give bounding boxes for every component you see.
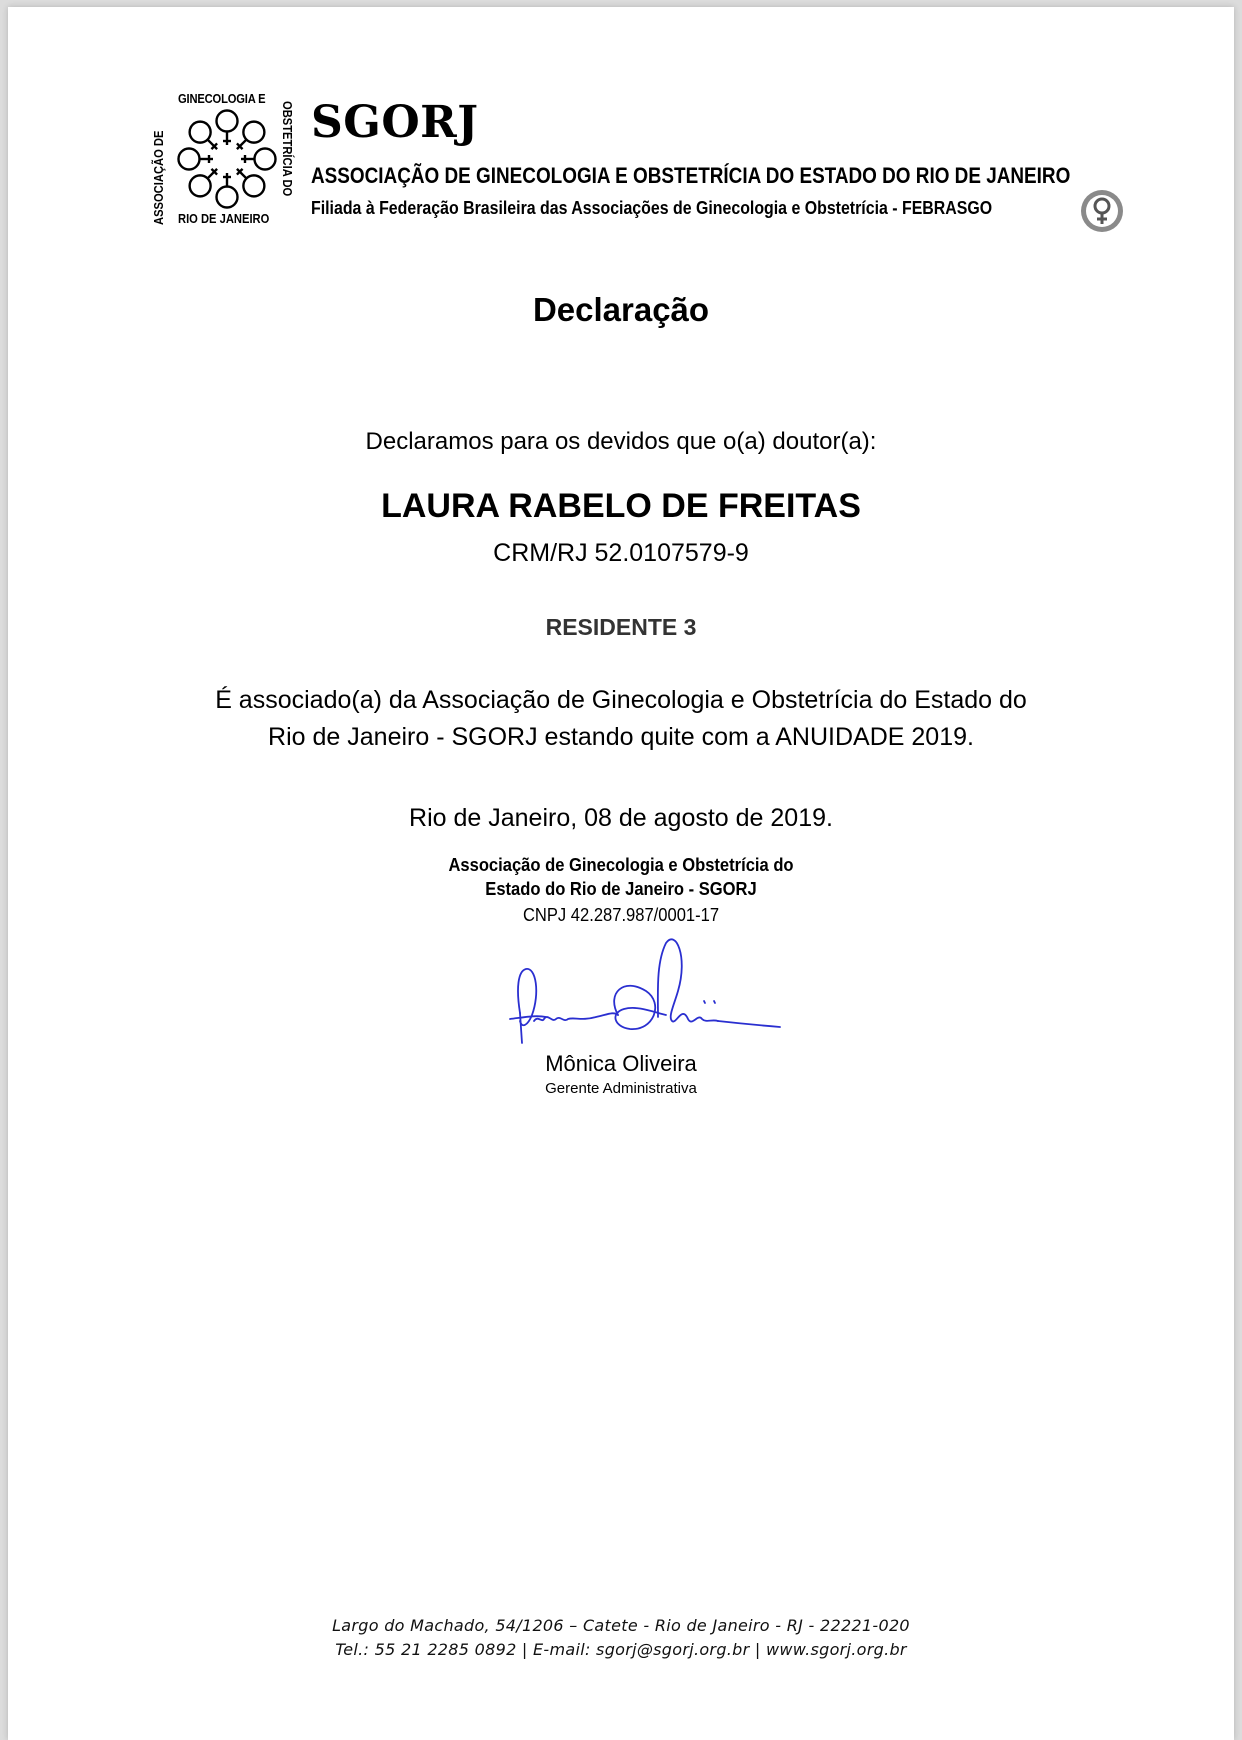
signature-organization (57, 853, 1185, 901)
logo-circle (190, 122, 211, 143)
organization-full-name: ASSOCIAÇÃO DE GINECOLOGIA E OBSTETRÍCIA DO ESTADO DO RIO DE JANEIRO (311, 163, 1071, 188)
affiliation-line: Filiada à Federação Brasileira das Associações de Ginecologia e Obstetrícia - FEBRASGO (311, 197, 993, 218)
sgorj-logo (151, 87, 301, 227)
logo-circle (217, 111, 238, 132)
logo-circle (190, 175, 211, 196)
signature-org-line-1: Associação de Ginecologia e Obstetrícia do (448, 855, 794, 875)
declaration-line-1: É associado(a) da Associação de Ginecologia e Obstetrícia do Estado do (215, 686, 1027, 714)
logo-text-right: OBSTETRÍCIA DO (280, 101, 295, 197)
signature-org-line-2: Estado do Rio de Janeiro - SGORJ (485, 879, 757, 899)
declaration-body (8, 682, 1234, 756)
logo-text-left: ASSOCIAÇÃO DE (151, 130, 166, 225)
logo-circle (217, 187, 238, 208)
cnpj-number: CNPJ 42.287.987/0001-17 (522, 905, 720, 925)
logo-circle (243, 122, 264, 143)
declaration-line-2: Rio de Janeiro - SGORJ estando quite com a ANUIDADE 2019. (268, 723, 974, 751)
logo-circle (179, 149, 200, 170)
document-page (8, 7, 1234, 1740)
brand-name: SGORJ (311, 97, 479, 148)
febrasgo-seal-icon (1079, 188, 1125, 234)
footer-contact (8, 1614, 1234, 1662)
handwritten-signature (506, 933, 781, 1053)
signer-name: Mônica Oliveira (545, 1051, 697, 1076)
logo-text-top: GINECOLOGIA E (178, 91, 266, 106)
crm-number: CRM/RJ 52.0107579-9 (493, 539, 749, 567)
logo-circle (255, 149, 276, 170)
signer-role: Gerente Administrativa (545, 1080, 697, 1097)
member-name: LAURA RABELO DE FREITAS (381, 487, 861, 525)
logo-text-bottom: RIO DE JANEIRO (178, 211, 270, 226)
female-symbols-icon (175, 109, 279, 209)
intro-text: Declaramos para os devidos que o(a) doutor(a): (365, 428, 877, 455)
footer-contact-line: Tel.: 55 21 2285 0892 | E-mail: sgorj@sgorj.org.br | www.sgorj.org.br (335, 1640, 907, 1659)
place-and-date: Rio de Janeiro, 08 de agosto de 2019. (409, 804, 833, 832)
member-category: RESIDENTE 3 (545, 614, 697, 640)
logo-circle (243, 175, 264, 196)
footer-address: Largo do Machado, 54/1206 – Catete - Rio de Janeiro - RJ - 22221-020 (332, 1616, 910, 1635)
document-title: Declaração (532, 291, 710, 328)
